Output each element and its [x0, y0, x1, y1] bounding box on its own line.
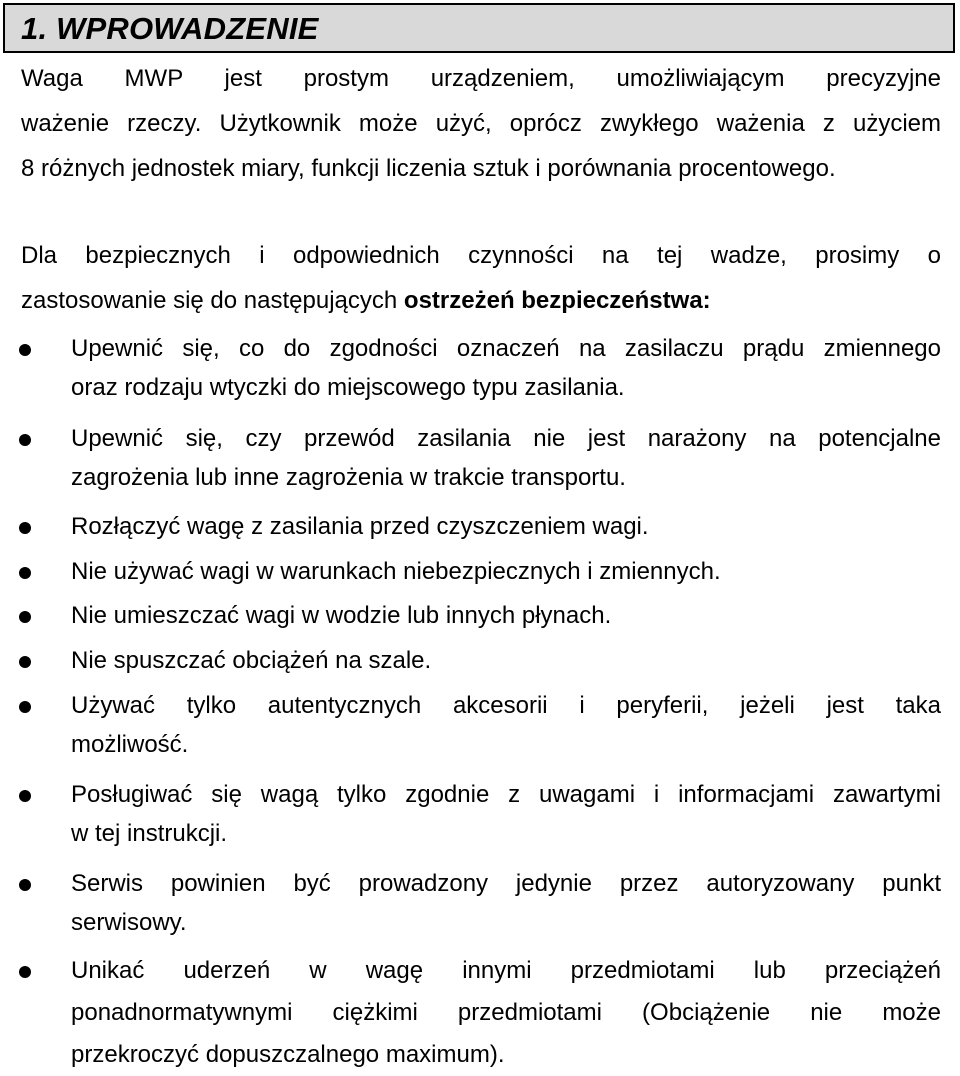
list-item-line: zagrożenia lub inne zagrożenia w trakcie transportu.: [71, 464, 626, 491]
section-heading: 1. WPROWADZENIE: [21, 11, 319, 46]
list-item-line: w tej instrukcji.: [71, 820, 228, 847]
bullet-icon: [19, 790, 31, 802]
list-item-line: ponadnormatywnymi ciężkimi przedmiotami (Obciążenie nie może: [71, 999, 941, 1026]
list-item-line: Posługiwać się wagą tylko zgodnie z uwagami i informacjami zawartymi: [71, 781, 941, 808]
safety-warnings-label: ostrzeżeń bezpieczeństwa:: [403, 287, 711, 314]
safety-intro-line: Dla bezpiecznych i odpowiednich czynności na tej wadze, prosimy o: [21, 242, 941, 269]
list-item-line: Upewnić się, czy przewód zasilania nie jest narażony na potencjalne: [71, 425, 941, 452]
intro-line: Waga MWP jest prostym urządzeniem, umożliwiającym precyzyjne: [21, 65, 941, 92]
intro-line: 8 różnych jednostek miary, funkcji liczenia sztuk i porównania procentowego.: [21, 155, 836, 182]
list-item-text: [71, 419, 941, 497]
list-item-line: Nie umieszczać wagi w wodzie lub innych płynach.: [71, 602, 612, 629]
list-item-text: [71, 596, 941, 635]
list-item-text: [71, 950, 941, 1076]
safety-intro-text: zastosowanie się do następujących: [21, 287, 404, 314]
list-item-line: przekroczyć dopuszczalnego maximum).: [71, 1041, 505, 1068]
list-item-line: Nie spuszczać obciążeń na szale.: [71, 647, 432, 674]
bullet-icon: [19, 966, 31, 978]
list-item-text: [71, 864, 941, 942]
bullet-icon: [19, 434, 31, 446]
bullet-icon: [19, 879, 31, 891]
list-item-line: Nie używać wagi w warunkach niebezpiecznych i zmiennych.: [71, 558, 721, 585]
list-item-line: Używać tylko autentycznych akcesorii i peryferii, jeżeli jest taka: [71, 692, 941, 719]
bullet-icon: [19, 701, 31, 713]
list-item-text: [71, 686, 941, 764]
bullet-icon: [19, 522, 31, 534]
bullet-icon: [19, 344, 31, 356]
list-item-line: możliwość.: [71, 731, 189, 758]
bullet-icon: [19, 611, 31, 623]
list-item-text: [71, 552, 941, 591]
list-item-line: oraz rodzaju wtyczki do miejscowego typu zasilania.: [71, 374, 625, 401]
list-item-line: Unikać uderzeń w wagę innymi przedmiotami lub przeciążeń: [71, 957, 941, 984]
list-item-text: [71, 641, 941, 680]
list-item-text: [71, 329, 941, 407]
list-item-text: [71, 775, 941, 853]
bullet-icon: [19, 567, 31, 579]
list-item-line: serwisowy.: [71, 909, 187, 936]
list-item-text: [71, 507, 941, 546]
intro-line: ważenie rzeczy. Użytkownik może użyć, oprócz zwykłego ważenia z użyciem: [21, 110, 941, 137]
list-item-line: Upewnić się, co do zgodności oznaczeń na zasilaczu prądu zmiennego: [71, 335, 941, 362]
bullet-icon: [19, 656, 31, 668]
list-item-line: Rozłączyć wagę z zasilania przed czyszczeniem wagi.: [71, 513, 649, 540]
list-item-line: Serwis powinien być prowadzony jedynie przez autoryzowany punkt: [71, 870, 941, 897]
